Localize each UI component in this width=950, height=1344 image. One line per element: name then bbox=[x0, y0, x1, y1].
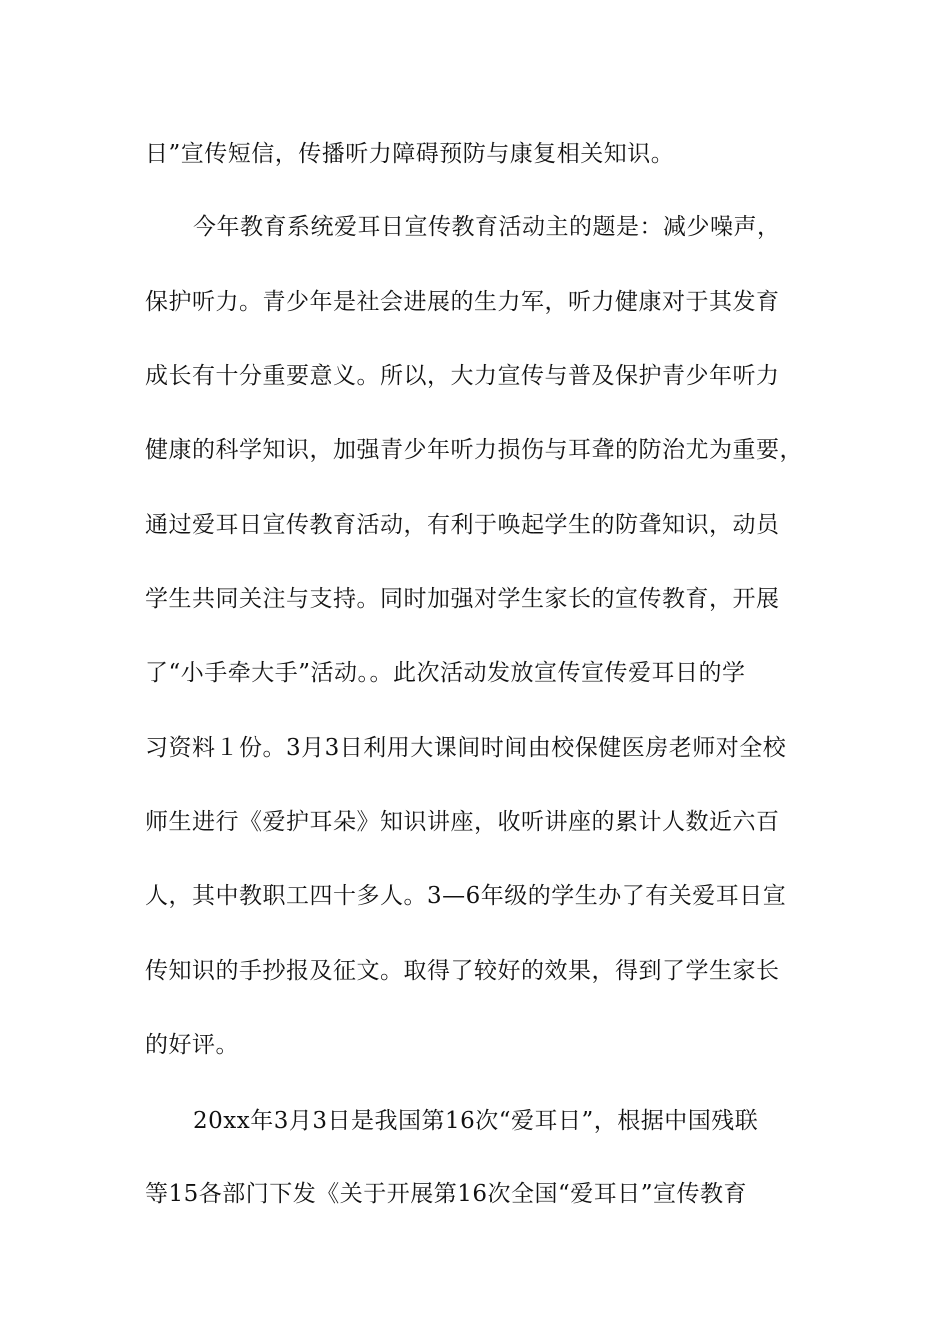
text-line: 了“小手牵大手”活动。。此次活动发放宣传宣传爱耳日的学 bbox=[145, 660, 746, 686]
text-line: 等15各部门下发《关于开展第16次全国“爱耳日”宣传教育 bbox=[145, 1181, 748, 1207]
text-line: 传知识的手抄报及征文。取得了较好的效果，得到了学生家长 bbox=[145, 958, 780, 984]
text-line: 通过爱耳日宣传教育活动，有利于唤起学生的防聋知识，动员 bbox=[145, 512, 780, 538]
paragraph-first-line: 今年教育系统爱耳日宣传教育活动主的题是：减少噪声， bbox=[193, 214, 781, 240]
text-line: 人，其中教职工四十多人。3—6年级的学生办了有关爱耳日宣 bbox=[145, 883, 787, 909]
text-line: 保护听力。青少年是社会进展的生力军，听力健康对于其发育 bbox=[145, 289, 780, 315]
text-line: 习资料１份。3月3日利用大课间时间由校保健医房老师对全校 bbox=[145, 735, 787, 761]
text-line: 师生进行《爱护耳朵》知识讲座，收听讲座的累计人数近六百 bbox=[145, 809, 780, 835]
text-line: 学生共同关注与支持。同时加强对学生家长的宣传教育，开展 bbox=[145, 586, 780, 612]
text-line: 日”宣传短信，传播听力障碍预防与康复相关知识。 bbox=[145, 141, 675, 167]
text-line: 健康的科学知识，加强青少年听力损伤与耳聋的防治尤为重要， bbox=[145, 437, 803, 463]
paragraph-first-line: 20xx年3月3日是我国第16次“爱耳日”，根据中国残联 bbox=[193, 1108, 759, 1134]
text-line: 成长有十分重要意义。所以，大力宣传与普及保护青少年听力 bbox=[145, 363, 780, 389]
text-line: 的好评。 bbox=[145, 1032, 239, 1058]
